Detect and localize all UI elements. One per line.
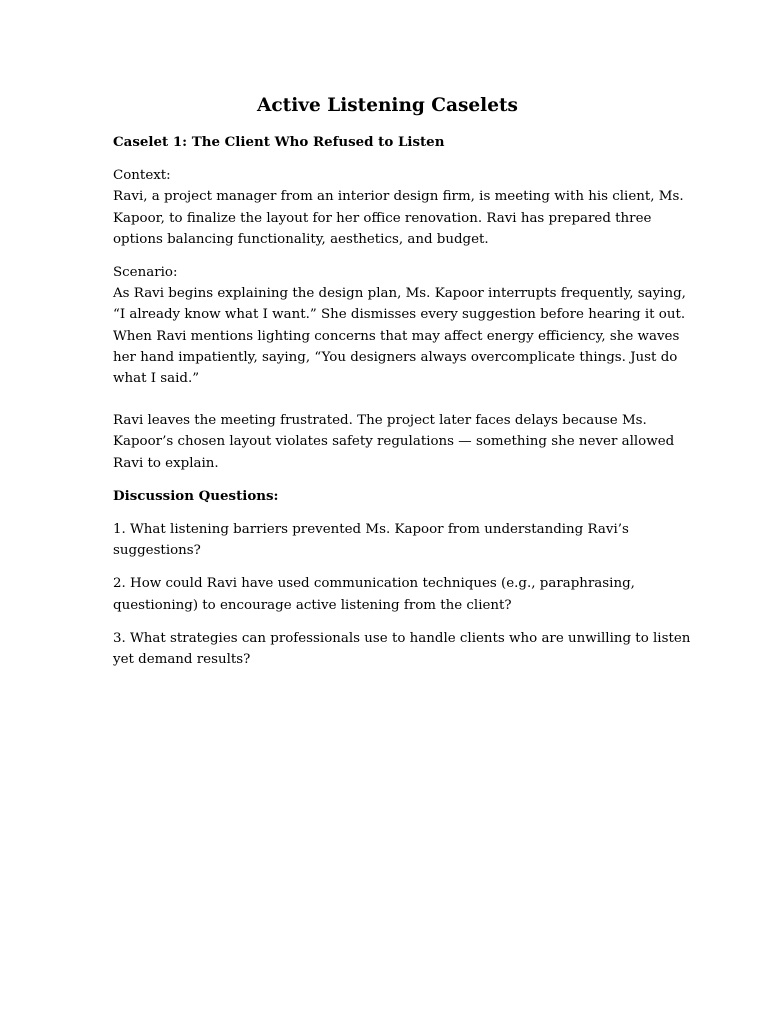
scenario-line: “I already know what I want.” She dismisses every suggestion before hearing it out. [113, 307, 686, 323]
document-title: Active Listening Caselets [257, 95, 518, 116]
scenario-line: When Ravi mentions lighting concerns that may affect energy efficiency, she waves [113, 328, 680, 344]
scenario-line: what I said.” [113, 371, 200, 387]
outcome-line: Kapoor’s chosen layout violates safety regulations — something she never allowed [113, 434, 675, 450]
discussion-question [113, 628, 691, 670]
question-line: 3. What strategies can professionals use to handle clients who are unwilling to listen [113, 630, 691, 646]
scenario-label: Scenario: [113, 265, 178, 281]
scenario-section [113, 262, 686, 389]
outcome-line: Ravi to explain. [113, 455, 219, 471]
discussion-question [113, 519, 658, 561]
question-line: suggestions? [113, 543, 201, 559]
context-section [113, 165, 684, 250]
context-label: Context: [113, 168, 171, 184]
scenario-outcome [113, 410, 675, 474]
question-line: 2. How could Ravi have used communication techniques (e.g., paraphrasing, [113, 576, 635, 592]
discussion-question [113, 573, 658, 615]
scenario-line: her hand impatiently, saying, “You designers always overcomplicate things. Just do [113, 349, 678, 365]
document-body [113, 94, 691, 682]
context-line: options balancing functionality, aesthetics, and budget. [113, 231, 489, 247]
question-line: 1. What listening barriers prevented Ms. Kapoor from understanding Ravi’s [113, 522, 629, 538]
question-line: questioning) to encourage active listening from the client? [113, 597, 512, 613]
caselet-heading: Caselet 1: The Client Who Refused to Listen [113, 134, 445, 150]
outcome-line: Ravi leaves the meeting frustrated. The project later faces delays because Ms. [113, 413, 647, 429]
scenario-line: As Ravi begins explaining the design plan, Ms. Kapoor interrupts frequently, saying, [113, 286, 686, 302]
question-line: yet demand results? [113, 652, 251, 668]
context-line: Ravi, a project manager from an interior design firm, is meeting with his client, Ms. [113, 189, 684, 205]
context-line: Kapoor, to finalize the layout for her office renovation. Ravi has prepared three [113, 210, 652, 226]
discussion-heading: Discussion Questions: [113, 487, 279, 504]
